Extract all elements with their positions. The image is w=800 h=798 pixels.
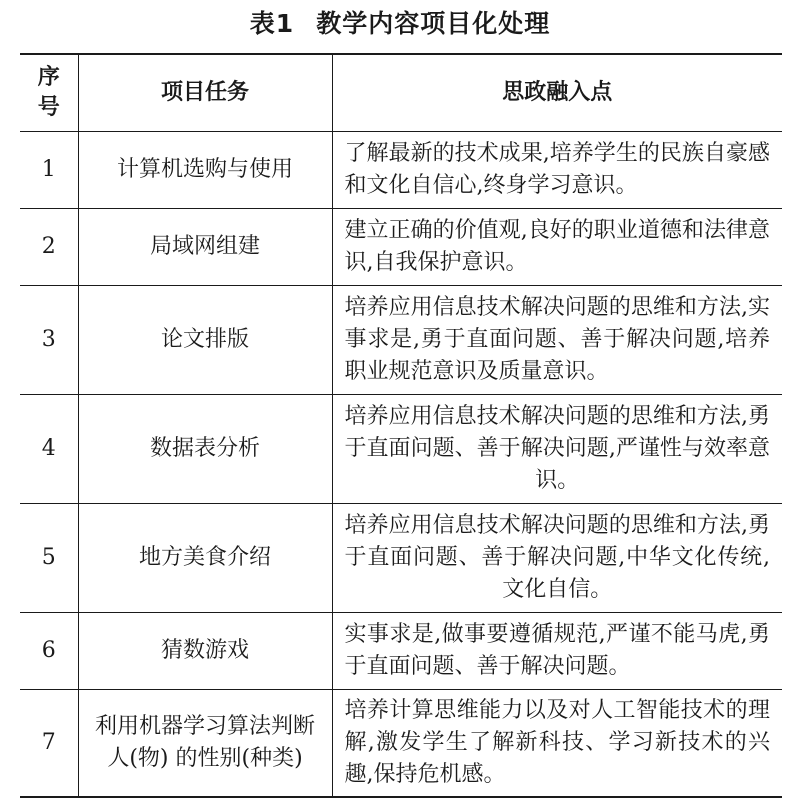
header-number-line1: 序 [37,65,60,90]
header-row [20,54,782,132]
row-number: 1 [20,132,78,209]
row-points: 培养应用信息技术解决问题的思维和方法,实事求是,勇于直面问题、善于解决问题,培养职业规范意识及质量意识。 [332,286,782,395]
row-task: 数据表分析 [78,395,332,504]
table-row [20,132,782,209]
table-row [20,395,782,504]
table-row [20,209,782,286]
row-task: 地方美食介绍 [78,504,332,613]
table-row [20,613,782,690]
row-number: 5 [20,504,78,613]
row-task: 利用机器学习算法判断人(物) 的性别(种类) [78,690,332,798]
row-points: 实事求是,做事要遵循规范,严谨不能马虎,勇于直面问题、善于解决问题。 [332,613,782,690]
table-caption [0,6,800,42]
table-row [20,504,782,613]
row-number: 7 [20,690,78,798]
row-task: 局域网组建 [78,209,332,286]
header-number [20,54,78,132]
row-task: 论文排版 [78,286,332,395]
row-points: 培养计算思维能力以及对人工智能技术的理解,激发学生了解新科技、学习新技术的兴趣,保持危机感。 [332,690,782,798]
row-task: 猜数游戏 [78,613,332,690]
table-row [20,690,782,798]
row-points: 培养应用信息技术解决问题的思维和方法,勇于直面问题、善于解决问题,严谨性与效率意识。 [332,395,782,504]
row-number: 4 [20,395,78,504]
row-points: 培养应用信息技术解决问题的思维和方法,勇于直面问题、善于解决问题,中华文化传统,文化自信。 [332,504,782,613]
row-task: 计算机选购与使用 [78,132,332,209]
header-points: 思政融入点 [332,54,782,132]
row-points: 了解最新的技术成果,培养学生的民族自豪感和文化自信心,终身学习意识。 [332,132,782,209]
row-number: 6 [20,613,78,690]
table-caption-label: 表1 [249,9,295,38]
row-points: 建立正确的价值观,良好的职业道德和法律意识,自我保护意识。 [332,209,782,286]
row-number: 2 [20,209,78,286]
content-project-table [20,53,782,798]
row-number: 3 [20,286,78,395]
table-caption-title: 教学内容项目化处理 [316,9,551,38]
table-row [20,286,782,395]
header-task: 项目任务 [78,54,332,132]
header-number-line2: 号 [37,95,60,120]
